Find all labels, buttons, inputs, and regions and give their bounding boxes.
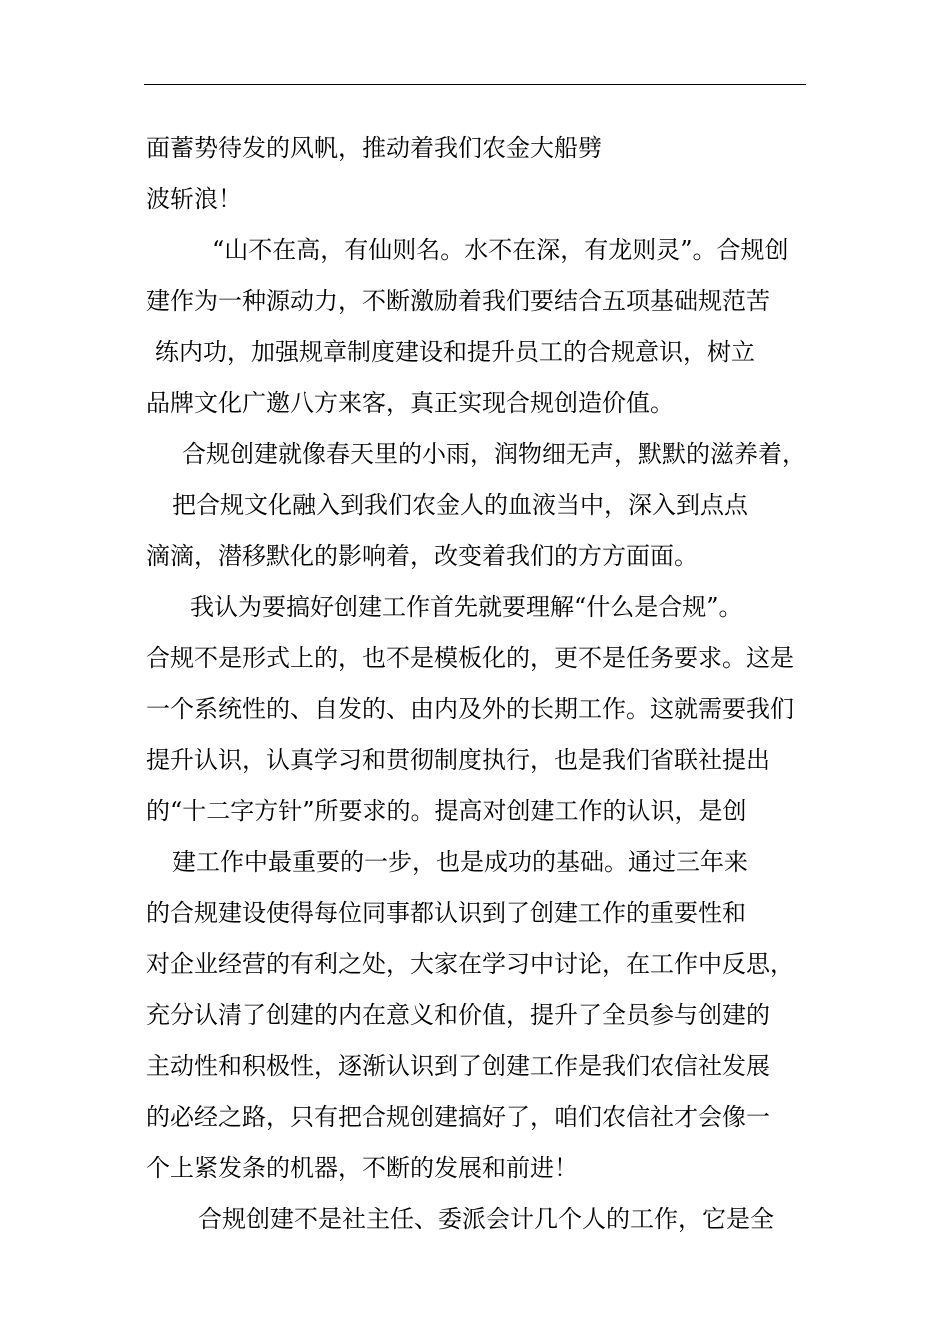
text-line: 合规创建不是社主任、委派会计几个人的工作，它是全 — [198, 1205, 774, 1233]
text-line: 个上紧发条的机器，不断的发展和前进！ — [146, 1154, 578, 1182]
text-line: 的“十二字方针”所要求的。提高对创建工作的认识，是创 — [146, 797, 747, 825]
text-line: 品牌文化广邀八方来客，真正实现合规创造价值。 — [146, 389, 674, 417]
text-line: 面蓄势待发的风帆，推动着我们农金大船劈 — [146, 134, 602, 162]
text-line: 把合规文化融入到我们农金人的血液当中，深入到点点 — [172, 491, 748, 519]
text-line: 建作为一种源动力，不断激励着我们要结合五项基础规范苦 — [146, 287, 770, 315]
text-line: 的合规建设使得每位同事都认识到了创建工作的重要性和 — [146, 899, 746, 927]
text-line: 主动性和积极性，逐渐认识到了创建工作是我们农信社发展 — [146, 1052, 770, 1080]
text-line: 我认为要搞好创建工作首先就要理解“什么是合规”。 — [190, 593, 743, 621]
text-line: 波斩浪！ — [146, 185, 242, 213]
text-line: 合规创建就像春天里的小雨，润物细无声，默默的滋养着， — [182, 440, 806, 468]
text-line: 对企业经营的有利之处，大家在学习中讨论，在工作中反思， — [146, 950, 794, 978]
text-line: 建工作中最重要的一步，也是成功的基础。通过三年来 — [172, 848, 748, 876]
header-rule — [144, 84, 806, 85]
text-line: 合规不是形式上的，也不是模板化的，更不是任务要求。这是 — [146, 644, 794, 672]
text-line: 练内功，加强规章制度建设和提升员工的合规意识，树立 — [155, 338, 755, 366]
text-line: 的必经之路，只有把合规创建搞好了，咱们农信社才会像一 — [146, 1103, 770, 1131]
text-line: “山不在高，有仙则名。水不在深，有龙则灵”。合规创 — [212, 236, 789, 264]
text-line: 滴滴，潜移默化的影响着，改变着我们的方方面面。 — [146, 542, 698, 570]
text-line: 一个系统性的、自发的、由内及外的长期工作。这就需要我们 — [146, 695, 794, 723]
text-line: 提升认识，认真学习和贯彻制度执行，也是我们省联社提出 — [146, 746, 770, 774]
text-line: 充分认清了创建的内在意义和价值，提升了全员参与创建的 — [146, 1001, 770, 1029]
